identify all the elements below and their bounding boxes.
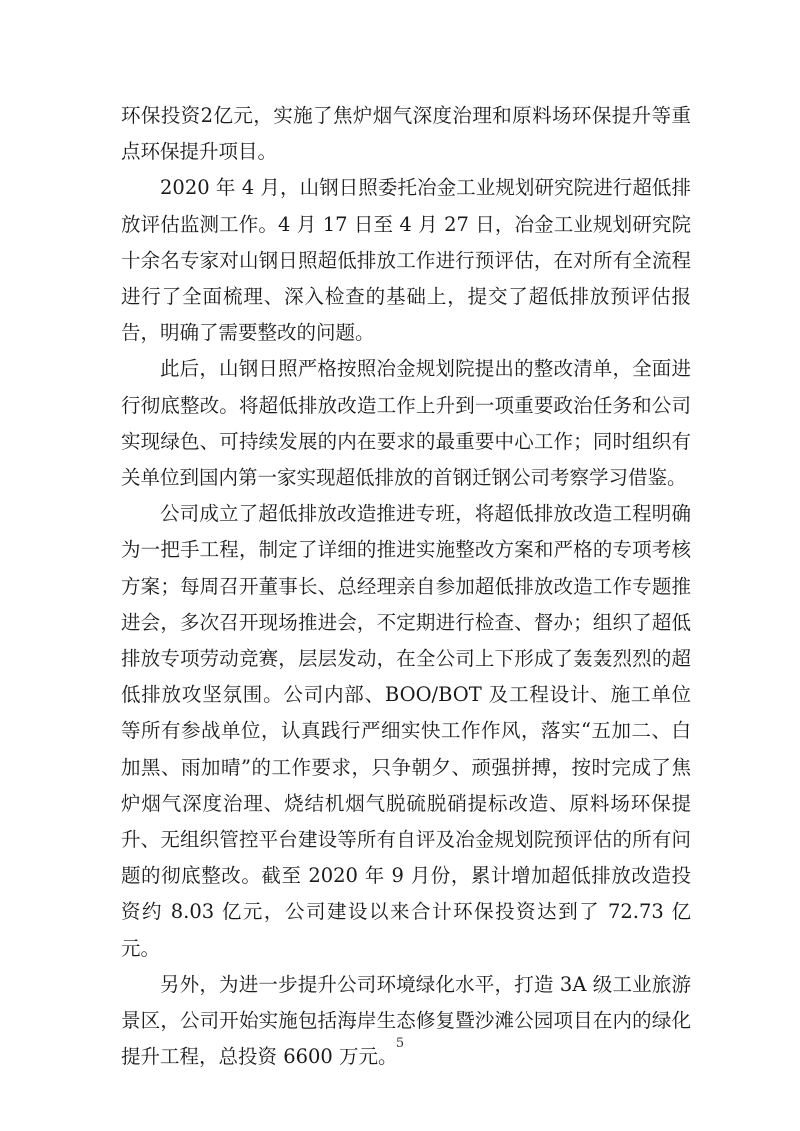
body-text: [121, 98, 691, 1075]
paragraph-continued: 环保投资2亿元，实施了焦炉烟气深度治理和原料场环保提升等重点环保提升项目。: [121, 104, 691, 164]
paragraph-rectification: 此后，山钢日照严格按照冶金规划院提出的整改清单，全面进行彻底整改。将超低排放改造工作上升到一项重要政治任务和公司实现绿色、可持续发展的内在要求的最重要中心工作；同时组织有关单位到国内第一家实现超低排放的首钢迁钢公司考察学习借鉴。: [121, 357, 691, 490]
paragraph-task-force: 公司成立了超低排放改造推进专班，将超低排放改造工程明确为一把手工程，制定了详细的推进实施整改方案和严格的专项考核方案；每周召开董事长、总经理亲自参加超低排放改造工作专题推进会，多次召开现场推进会，不定期进行检查、督办；组织了超低排放专项劳动竞赛，层层发动，在全公司上下形成了轰轰烈烈的超低排放攻坚氛围。公司内部、BOO/BOT 及工程设计、施工单位等所有参战单位，认真践行严细实快工作作风，落实“五加二、白加黑、雨加晴”的工作要求，只争朝夕、顽强拼搏，按时完成了焦炉烟气深度治理、烧结机烟气脱硫脱硝提标改造、原料场环保提升、无组织管控平台建设等所有自评及冶金规划院预评估的所有问题的彻底整改。截至 2020 年 9 月份，累计增加超低排放改造投资约 8.03 亿元，公司建设以来合计环保投资达到了 72.73 亿元。: [121, 502, 691, 960]
paragraph-evaluation: 2020 年 4 月，山钢日照委托冶金工业规划研究院进行超低排放评估监测工作。4 月 17 日至 4 月 27 日，冶金工业规划研究院十余名专家对山钢日照超低排放工作进行预评估，在对所有全流程进行了全面梳理、深入检查的基础上，提交了超低排放预评估报告，明确了需要整改的问题。: [121, 176, 691, 345]
page-number: 5: [395, 1036, 405, 1051]
paragraph-greening: 另外，为进一步提升公司环境绿化水平，打造 3A 级工业旅游景区，公司开始实施包括海岸生态修复暨沙滩公园项目在内的绿化提升工程，总投资 6600 万元。: [121, 972, 691, 1069]
